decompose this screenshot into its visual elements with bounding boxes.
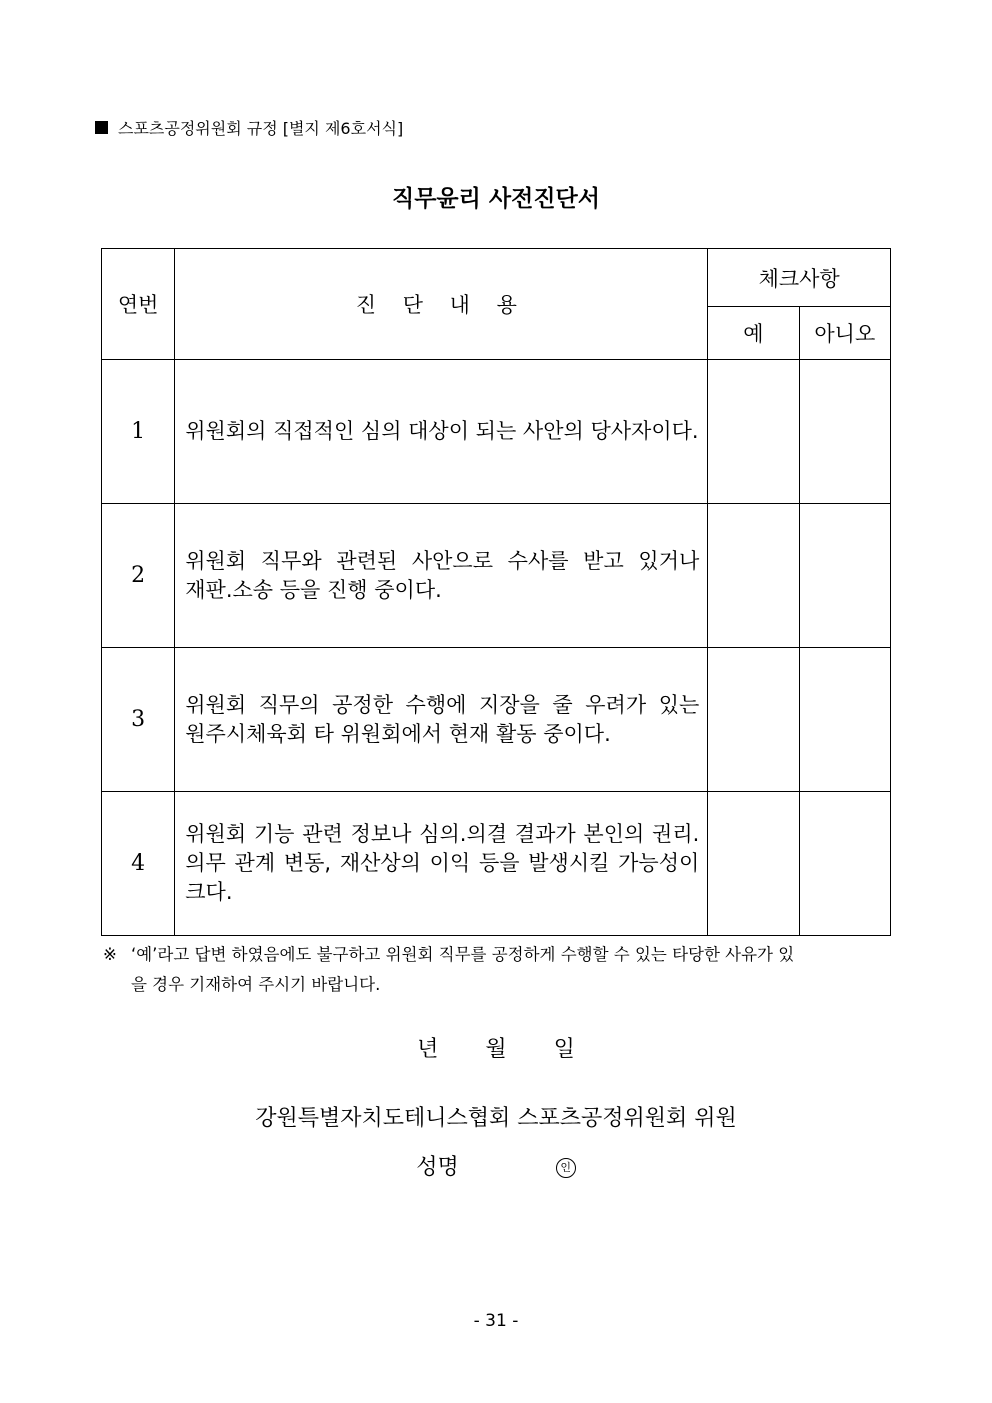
- table-row: [102, 504, 891, 648]
- header-number: 연번: [102, 249, 175, 360]
- header-content: 진 단 내 용: [175, 249, 708, 360]
- no-checkbox-cell[interactable]: [799, 504, 890, 648]
- name-label: 성명: [416, 1155, 459, 1180]
- yes-checkbox-cell[interactable]: [708, 792, 799, 936]
- form-header-text: 스포츠공정위원회 규정 [별지 제6호서식]: [118, 119, 404, 138]
- black-square-icon: [95, 121, 108, 134]
- organization-line: 강원특별자치도테니스협회 스포츠공정위원회 위원: [255, 1106, 737, 1131]
- date-line[interactable]: 년 월 일: [417, 1037, 575, 1062]
- signature-line: [0, 1150, 992, 1181]
- row-text: 위원회 직무의 공정한 수행에 지장을 줄 우려가 있는 원주시체육회 타 위원회에서 현재 활동 중이다.: [175, 648, 708, 792]
- document-title: 직무윤리 사전진단서: [392, 185, 600, 212]
- row-number: 2: [102, 504, 175, 648]
- no-checkbox-cell[interactable]: [799, 792, 890, 936]
- no-checkbox-cell[interactable]: [799, 648, 890, 792]
- yes-checkbox-cell[interactable]: [708, 648, 799, 792]
- reference-mark: ※: [103, 945, 117, 964]
- header-check: 체크사항: [708, 249, 891, 307]
- diagnosis-table: [101, 248, 891, 936]
- form-header: [95, 116, 403, 139]
- table-row: [102, 360, 891, 504]
- footnote-line-2: 을 경우 기재하여 주시기 바랍니다.: [131, 975, 381, 994]
- page-number: - 31 -: [473, 1311, 519, 1331]
- header-yes: 예: [708, 307, 799, 360]
- row-number: 1: [102, 360, 175, 504]
- row-number: 3: [102, 648, 175, 792]
- header-no: 아니오: [799, 307, 890, 360]
- footnote: [103, 940, 898, 1000]
- yes-checkbox-cell[interactable]: [708, 360, 799, 504]
- row-text: 위원회 직무와 관련된 사안으로 수사를 받고 있거나 재판.소송 등을 진행 중이다.: [175, 504, 708, 648]
- no-checkbox-cell[interactable]: [799, 360, 890, 504]
- table-row: [102, 648, 891, 792]
- table-row: [102, 792, 891, 936]
- row-text: 위원회 기능 관련 정보나 심의.의결 결과가 본인의 권리.의무 관계 변동, 재산상의 이익 등을 발생시킬 가능성이 크다.: [175, 792, 708, 936]
- row-number: 4: [102, 792, 175, 936]
- row-text: 위원회의 직접적인 심의 대상이 되는 사안의 당사자이다.: [175, 360, 708, 504]
- footnote-line-1: ‘예’라고 답변 하였음에도 불구하고 위원회 직무를 공정하게 수행할 수 있는 타당한 사유가 있: [131, 945, 795, 964]
- seal-icon[interactable]: 인: [556, 1158, 576, 1178]
- yes-checkbox-cell[interactable]: [708, 504, 799, 648]
